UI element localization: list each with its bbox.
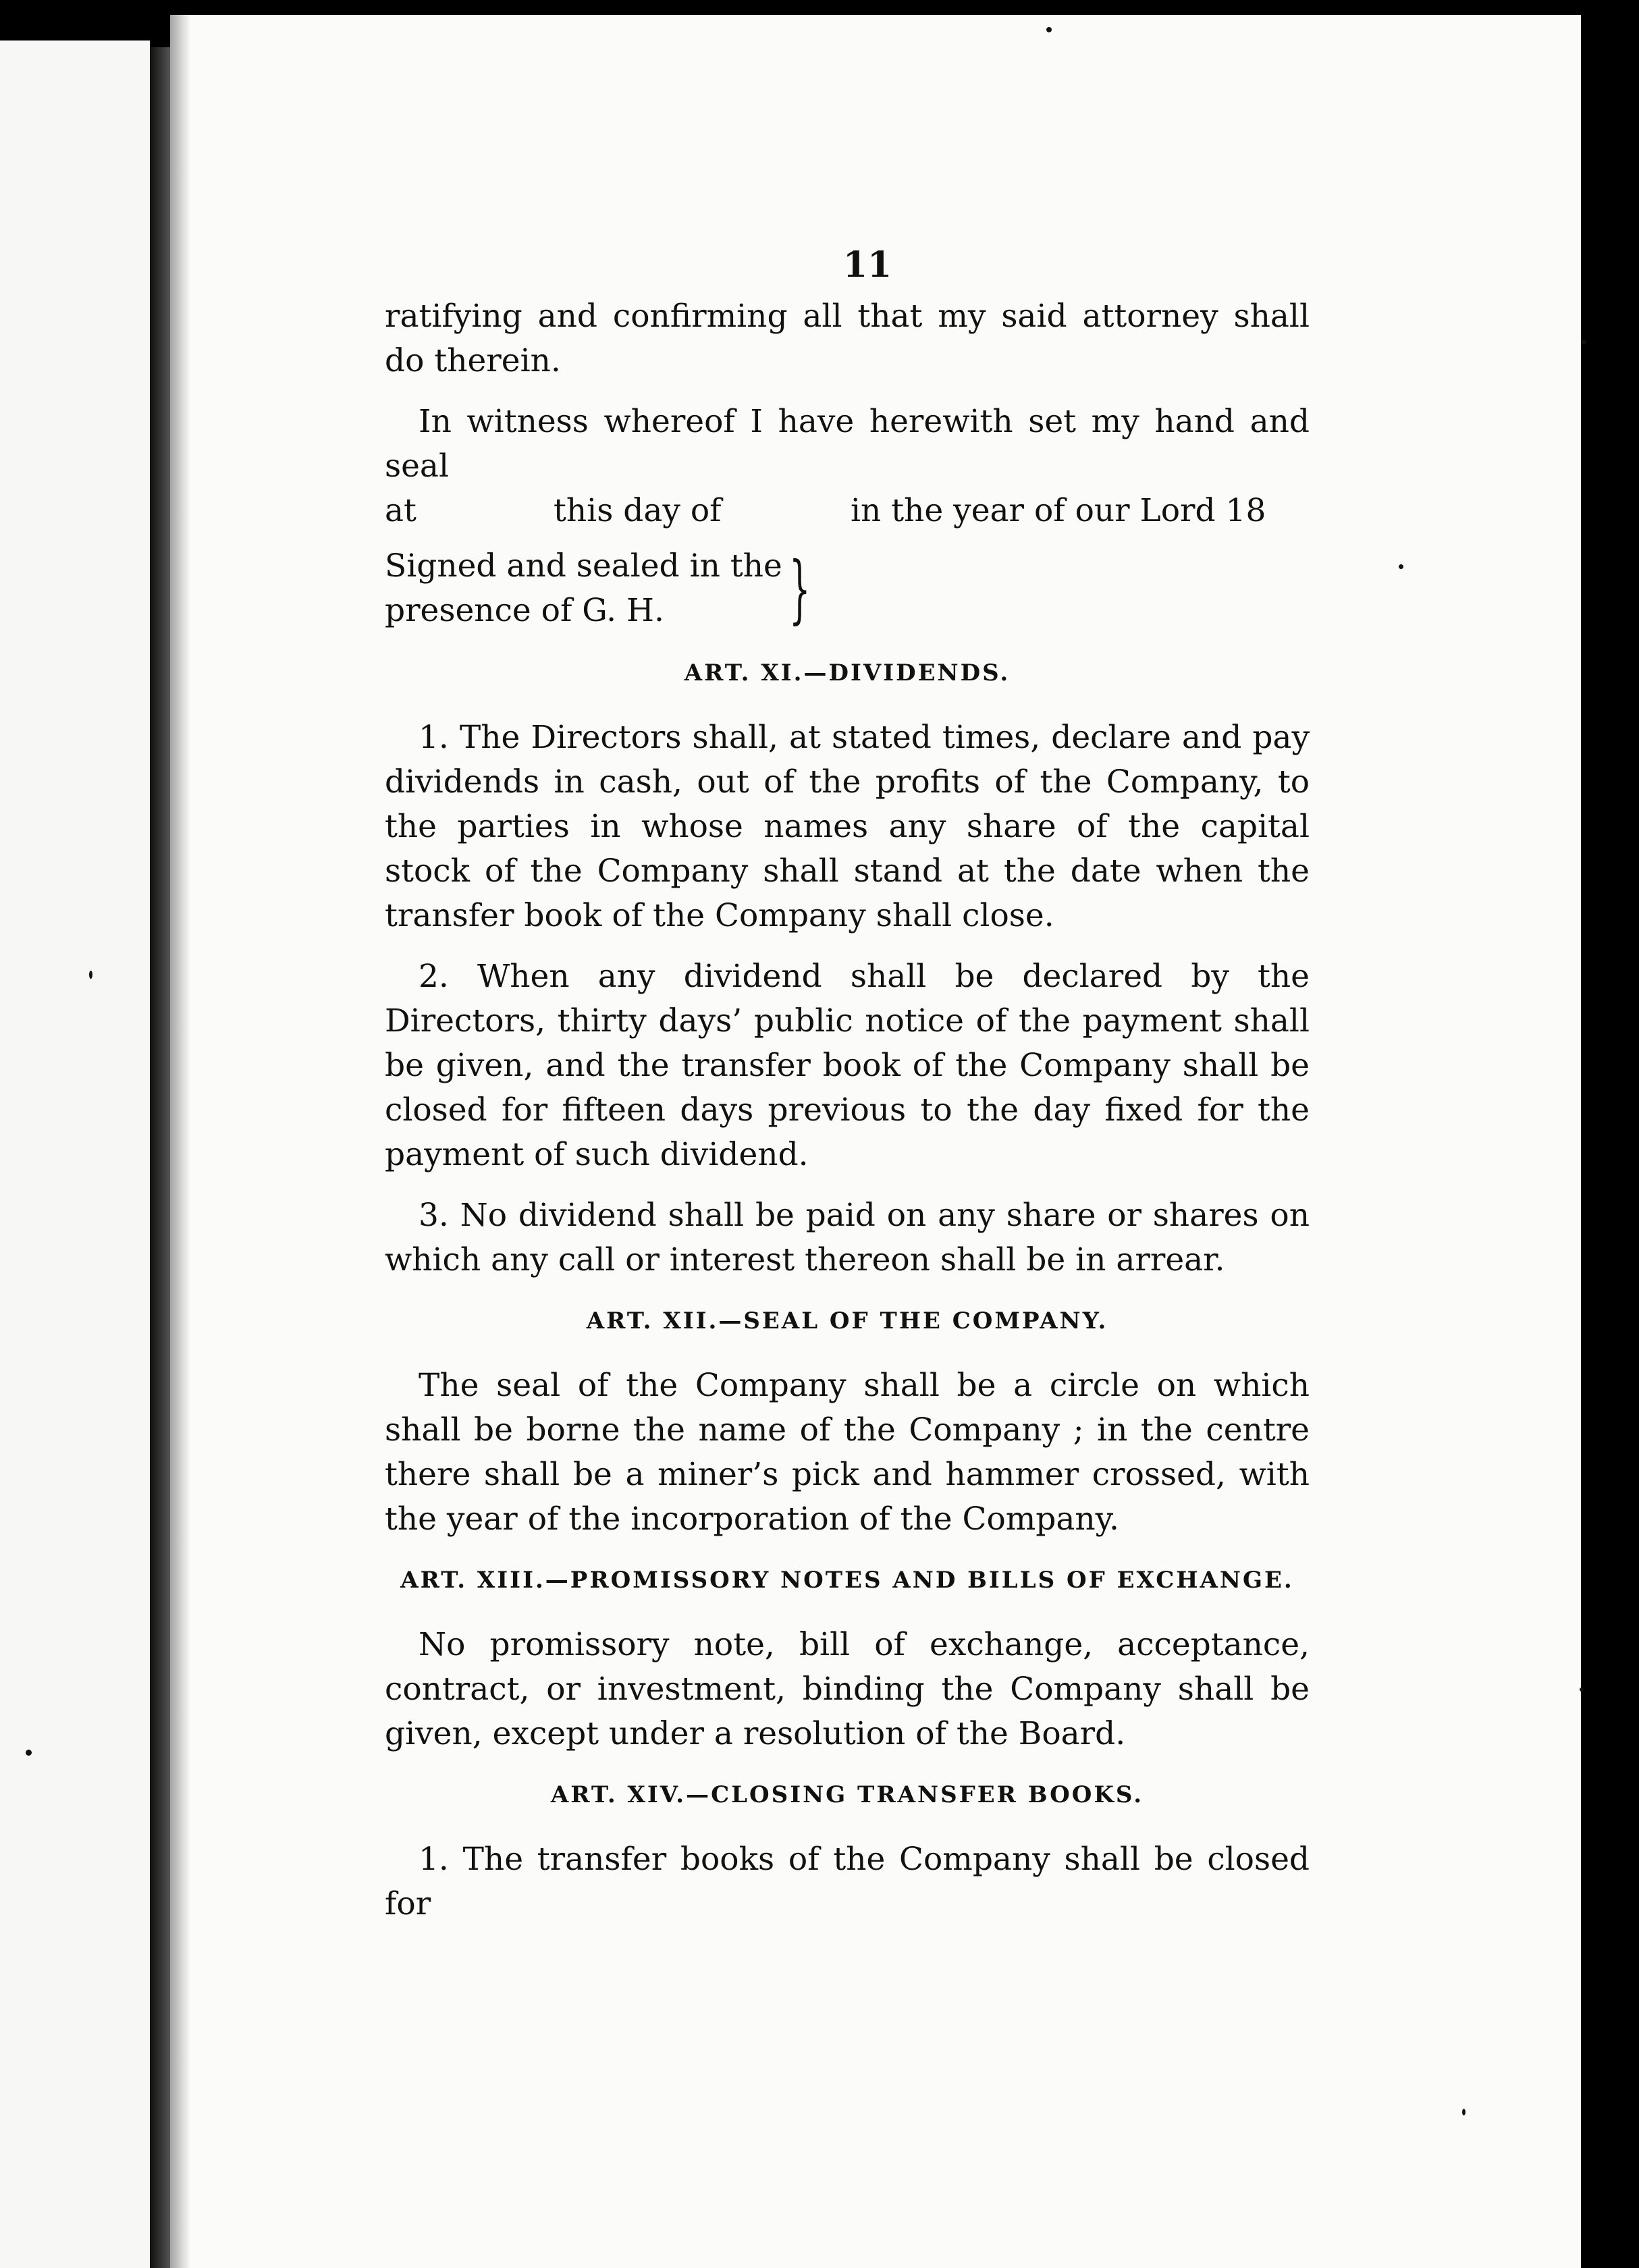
scan-speck: [1580, 1688, 1584, 1692]
opening-paragraph: ratifying and confirming all that my said attorney shall do therein.: [385, 298, 1310, 379]
art-12-paragraph: The seal of the Company shall be a circle on which shall be borne the name of the Company ; in the centre there shall be a miner’s pick and hammer crossed, with the year of the incorporation of the Company.: [385, 1367, 1310, 1538]
signature-lines: [385, 544, 782, 633]
scan-speck: [26, 1750, 32, 1756]
art-14-heading: ART. XIV.—CLOSING TRANSFER BOOKS.: [550, 1781, 1144, 1808]
art-12-heading: ART. XII.—SEAL OF THE COMPANY.: [586, 1307, 1108, 1334]
scan-speck: [1399, 564, 1403, 569]
signed-line-1: Signed and sealed in the: [385, 547, 782, 585]
signature-brace: }: [788, 545, 811, 632]
left-facing-page: [0, 40, 150, 2268]
art-11-paragraph-3: 3. No dividend shall be paid on any share or shares on which any call or interest thereon shall be in arrear.: [385, 1197, 1310, 1278]
art-11-paragraph-1: 1. The Directors shall, at stated times, declare and pay dividends in cash, out of the profits of the Company, to the parties in whose names any share of the capital stock of the Company shall stand at the date when the transfer book of the Company shall close.: [385, 719, 1310, 934]
page-text-block: [385, 243, 1310, 1943]
scan-speck: [1046, 27, 1052, 32]
signed-line-2: presence of G. H.: [385, 592, 664, 629]
page-gutter-shadow: [170, 15, 190, 2268]
art-11-heading: ART. XI.—DIVIDENDS.: [684, 659, 1011, 686]
witness-this-day-of: this day of: [554, 492, 722, 529]
scan-speck: [1462, 2109, 1466, 2115]
witness-line: In witness whereof I have herewith set my hand and seal: [385, 403, 1310, 485]
art-13-paragraph: No promissory note, bill of exchange, acceptance, contract, or investment, binding the Company shall be given, except under a resolution of the Board.: [385, 1626, 1310, 1752]
scan-speck: [1581, 340, 1586, 344]
art-11-paragraph-2: 2. When any dividend shall be declared by the Directors, thirty days’ public notice of the payment shall be given, and the transfer book of the Company shall be closed for fifteen days previous to the day fixed for the payment of such dividend.: [385, 958, 1310, 1173]
witness-blanks-line: [385, 489, 1310, 533]
page-number: 11: [842, 244, 892, 286]
witness-at: at: [385, 492, 417, 529]
scan-speck: [89, 971, 92, 979]
book-spine: [150, 47, 170, 2268]
witness-year: in the year of our Lord 18: [851, 492, 1266, 529]
signature-block: [385, 544, 1310, 633]
art-13-heading: ART. XIII.—PROMISSORY NOTES AND BILLS OF EXCHANGE.: [400, 1567, 1294, 1594]
art-14-paragraph-1: 1. The transfer books of the Company shall be closed for: [385, 1841, 1310, 1922]
